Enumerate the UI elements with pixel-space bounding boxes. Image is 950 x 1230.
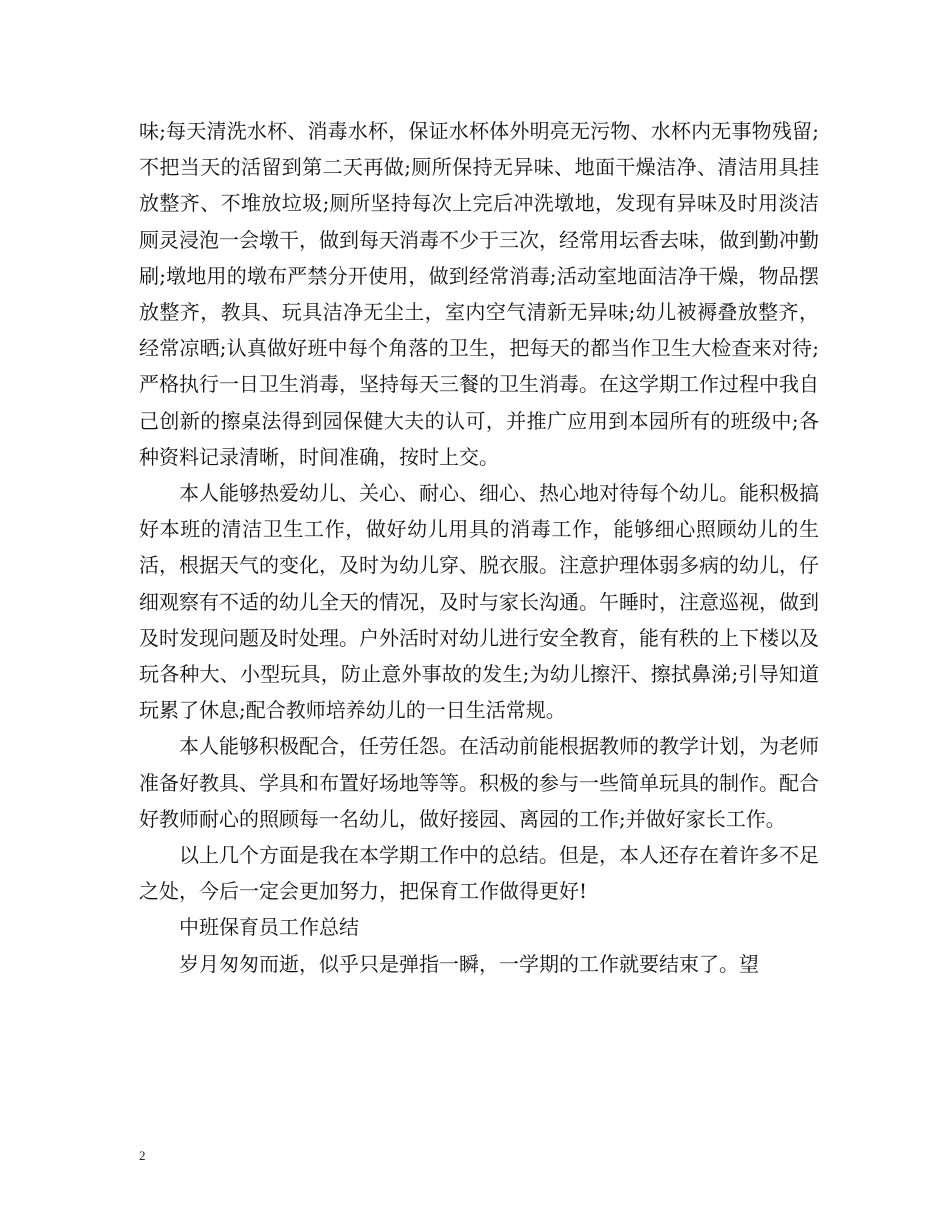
paragraph-1: 味;每天清洗水杯、消毒水杯，保证水杯体外明亮无污物、水杯内无事物残留;不把当天的活留到第二天再做;厕所保持无异味、地面干燥洁净、清洁用具挂放整齐、不堆放垃圾;厕所坚持每次上完后冲洗墩地，发现有异味及时用淡洁厕灵浸泡一会墩干，做到每天消毒不少于三次，经常用坛香去味，做到勤冲勤刷;墩地用的墩布严禁分开使用，做到经常消毒;活动室地面洁净干燥，物品摆放整齐，教具、玩具洁净无尘土，室内空气清新无异味;幼儿被褥叠放整齐，经常凉晒;认真做好班中每个角落的卫生，把每天的都当作卫生大检查来对待;严格执行一日卫生消毒，坚持每天三餐的卫生消毒。在这学期工作过程中我自己创新的擦桌法得到园保健大夫的认可，并推广应用到本园所有的班级中;各种资料记录清晰，时间准确，按时上交。 [139, 119, 819, 469]
paragraph-2: 本人能够热爱幼儿、关心、耐心、细心、热心地对待每个幼儿。能积极搞好本班的清洁卫生工作，做好幼儿用具的消毒工作，能够细心照顾幼儿的生活，根据天气的变化，及时为幼儿穿、脱衣服。注意护理体弱多病的幼儿，仔细观察有不适的幼儿全天的情况，及时与家长沟通。午睡时，注意巡视，做到及时发现问题及时处理。户外活时对幼儿进行安全教育，能有秩的上下楼以及玩各种大、小型玩具，防止意外事故的发生;为幼儿擦汗、擦拭鼻涕;引导知道玩累了休息;配合教师培养幼儿的一日生活常规。 [139, 481, 819, 723]
paragraph-4: 以上几个方面是我在本学期工作中的总结。但是，本人还存在着许多不足之处，今后一定会更加努力，把保育工作做得更好! [139, 843, 819, 904]
paragraph-5: 岁月匆匆而逝，似乎只是弹指一瞬，一学期的工作就要结束了。望 [179, 951, 759, 976]
section-heading: 中班保育员工作总结 [179, 915, 359, 940]
document-body [139, 113, 819, 982]
paragraph-3: 本人能够积极配合，任劳任怨。在活动前能根据教师的教学计划，为老师准备好教具、学具和布置好场地等等。积极的参与一些简单玩具的制作。配合好教师耐心的照顾每一名幼儿，做好接园、离园的工作;并做好家长工作。 [139, 734, 819, 831]
page-number: 2 [139, 1148, 146, 1163]
